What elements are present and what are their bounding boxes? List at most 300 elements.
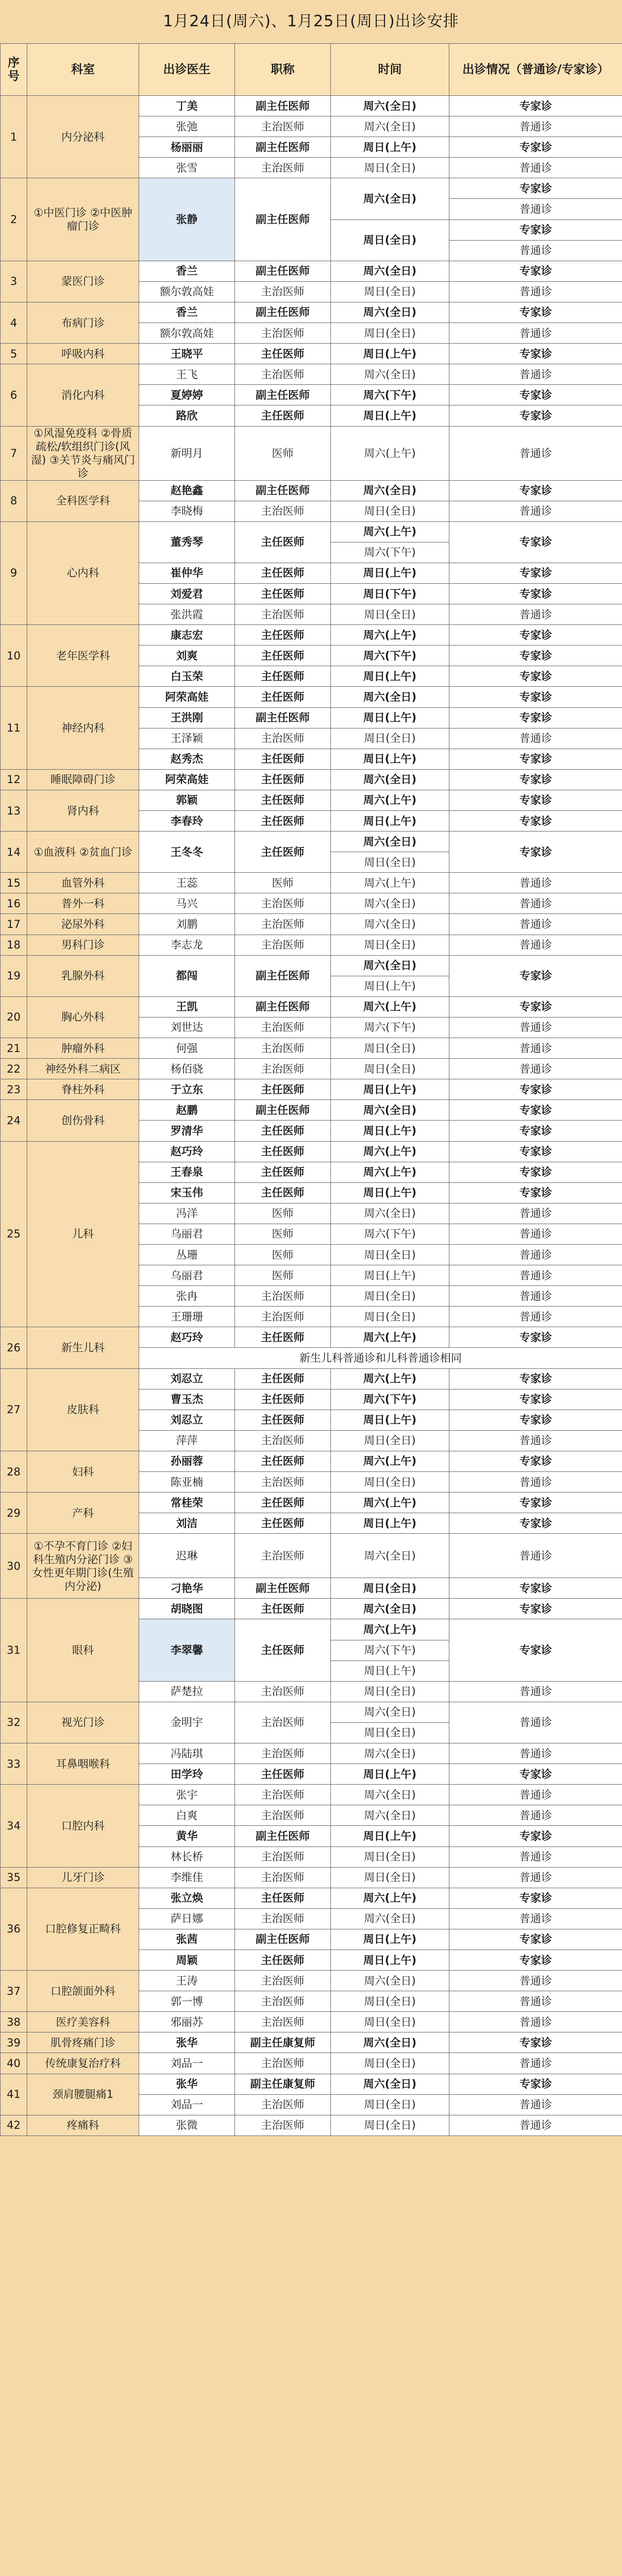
cell-type: 普通诊: [449, 1702, 622, 1743]
cell-doctor: 赵艳鑫: [139, 480, 235, 501]
cell-time: 周日(上午): [331, 1764, 449, 1785]
cell-title: 主任医师: [235, 1451, 331, 1471]
cell-dept: 肾内科: [27, 790, 139, 831]
cell-time: 周六(全日): [331, 914, 449, 935]
cell-title: 主任医师: [235, 1079, 331, 1100]
cell-time: 周六(下午): [331, 1640, 449, 1660]
cell-dept: 布病门诊: [27, 302, 139, 343]
cell-time: 周日(全日): [331, 2012, 449, 2032]
cell-time: 周日(上午): [331, 1265, 449, 1286]
cell-doctor: 康志宏: [139, 625, 235, 646]
header-dept: 科室: [27, 44, 139, 96]
cell-doctor: 胡晓图: [139, 1599, 235, 1619]
cell-title: 主治医师: [235, 2053, 331, 2074]
cell-type: 普通诊: [449, 501, 622, 521]
cell-doctor: 王洪刚: [139, 707, 235, 728]
cell-time: 周日(全日): [331, 1722, 449, 1743]
header-no: 序号: [1, 44, 27, 96]
cell-type: 专家诊: [449, 583, 622, 604]
cell-doctor: 李晓梅: [139, 501, 235, 521]
cell-type: 专家诊: [449, 625, 622, 646]
cell-type: 普通诊: [449, 1991, 622, 2012]
cell-time: 周六(下午): [331, 1224, 449, 1244]
cell-type: 专家诊: [449, 1619, 622, 1681]
cell-time: 周日(上午): [331, 1929, 449, 1950]
cell-time: 周日(全日): [331, 281, 449, 302]
cell-type: 普通诊: [449, 426, 622, 480]
cell-no: 19: [1, 955, 27, 996]
cell-no: 10: [1, 625, 27, 687]
schedule-body: [1, 96, 622, 2136]
cell-time: 周日(全日): [331, 1307, 449, 1327]
cell-no: 32: [1, 1702, 27, 1743]
cell-time: 周日(全日): [331, 2094, 449, 2115]
cell-dept: 乳腺外科: [27, 955, 139, 996]
cell-dept: 男科门诊: [27, 935, 139, 955]
cell-dept: 胸心外科: [27, 996, 139, 1038]
cell-dept: ①风湿免疫科 ②骨质疏松/软组织门诊(风湿) ③关节炎与痛风门诊: [27, 426, 139, 480]
cell-doctor: 新明月: [139, 426, 235, 480]
cell-type: 普通诊: [449, 1244, 622, 1265]
cell-title: 副主任医师: [235, 707, 331, 728]
cell-title: 主任医师: [235, 1619, 331, 1681]
table-row: [1, 1451, 622, 1471]
cell-type: 普通诊: [449, 1846, 622, 1867]
header-title: 职称: [235, 44, 331, 96]
cell-time: 周六(全日): [331, 955, 449, 976]
cell-type: 普通诊: [449, 158, 622, 178]
cell-doctor: 额尔敦高娃: [139, 281, 235, 302]
cell-title: 主治医师: [235, 1785, 331, 1805]
cell-type: 普通诊: [449, 893, 622, 914]
table-row: [1, 769, 622, 790]
cell-doctor: 萍萍: [139, 1430, 235, 1451]
cell-title: 主治医师: [235, 1286, 331, 1307]
cell-title: 主任医师: [235, 1389, 331, 1410]
cell-doctor: 香兰: [139, 302, 235, 323]
cell-type: 专家诊: [449, 2074, 622, 2094]
cell-dept: 血管外科: [27, 873, 139, 893]
cell-doctor: 张弛: [139, 116, 235, 137]
cell-doctor: 刘洁: [139, 1513, 235, 1534]
cell-time: 周六(全日): [331, 1599, 449, 1619]
cell-time: 周六(全日): [331, 1702, 449, 1722]
cell-time: 周日(上午): [331, 707, 449, 728]
cell-time: 周日(上午): [331, 1826, 449, 1846]
table-row: [1, 955, 622, 976]
cell-title: 主治医师: [235, 893, 331, 914]
cell-time: 周日(全日): [331, 1244, 449, 1265]
cell-dept: 妇科: [27, 1451, 139, 1492]
cell-type: 普通诊: [449, 604, 622, 625]
cell-doctor: 王冬冬: [139, 832, 235, 873]
cell-time: 周六(上午): [331, 1141, 449, 1162]
cell-title: 主任医师: [235, 1368, 331, 1389]
cell-title: 副主任医师: [235, 302, 331, 323]
cell-no: 24: [1, 1100, 27, 1141]
cell-doctor: 赵鹏: [139, 1100, 235, 1121]
cell-no: 31: [1, 1599, 27, 1702]
cell-type: 专家诊: [449, 1162, 622, 1182]
cell-no: 4: [1, 302, 27, 343]
cell-dept: 脊柱外科: [27, 1079, 139, 1100]
cell-doctor: 白玉荣: [139, 666, 235, 687]
table-row: [1, 344, 622, 364]
cell-no: 38: [1, 2012, 27, 2032]
cell-time: 周日(全日): [331, 1038, 449, 1059]
cell-dept: 视光门诊: [27, 1702, 139, 1743]
cell-dept: 消化内科: [27, 364, 139, 426]
cell-no: 16: [1, 893, 27, 914]
table-row: [1, 480, 622, 501]
table-row: [1, 1971, 622, 1991]
cell-type: 普通诊: [449, 1265, 622, 1286]
cell-dept: 产科: [27, 1493, 139, 1534]
cell-title: 副主任医师: [235, 996, 331, 1017]
cell-no: 9: [1, 521, 27, 624]
cell-type: 普通诊: [449, 199, 622, 219]
cell-time: 周日(全日): [331, 1578, 449, 1599]
cell-title: 主任医师: [235, 1950, 331, 1970]
cell-doctor: 冯陆琪: [139, 1743, 235, 1764]
cell-time: 周六(全日): [331, 261, 449, 281]
cell-doctor: 陈亚楠: [139, 1472, 235, 1493]
cell-time: 周六(上午): [331, 625, 449, 646]
cell-title: 医师: [235, 1224, 331, 1244]
cell-time: 周六(全日): [331, 1785, 449, 1805]
table-row: [1, 1100, 622, 1121]
cell-dept: 儿科: [27, 1141, 139, 1327]
cell-time: 周六(上午): [331, 426, 449, 480]
cell-title: 主任医师: [235, 811, 331, 832]
cell-title: 主任医师: [235, 666, 331, 687]
cell-doctor: 杨佰骁: [139, 1059, 235, 1079]
cell-time: 周日(全日): [331, 1059, 449, 1079]
cell-time: 周日(全日): [331, 501, 449, 521]
cell-dept: 神经外科二病区: [27, 1059, 139, 1079]
cell-time: 周六(上午): [331, 1368, 449, 1389]
cell-type: 专家诊: [449, 96, 622, 116]
cell-type: 专家诊: [449, 1410, 622, 1430]
cell-title: 主任医师: [235, 832, 331, 873]
cell-type: 专家诊: [449, 344, 622, 364]
cell-no: 22: [1, 1059, 27, 1079]
cell-type: 普通诊: [449, 1307, 622, 1327]
cell-type: 专家诊: [449, 219, 622, 240]
cell-time: 周日(全日): [331, 1991, 449, 2012]
table-row: [1, 261, 622, 281]
cell-doctor: 郭一博: [139, 1991, 235, 2012]
cell-doctor: 刘品一: [139, 2094, 235, 2115]
cell-title: 主任医师: [235, 1327, 331, 1348]
cell-type: 专家诊: [449, 1079, 622, 1100]
cell-doctor: 乌丽君: [139, 1265, 235, 1286]
cell-type: 专家诊: [449, 1182, 622, 1203]
cell-dept: 新生儿科: [27, 1327, 139, 1368]
cell-time: 周六(全日): [331, 364, 449, 385]
cell-doctor: 金明宇: [139, 1702, 235, 1743]
cell-time: 周六(全日): [331, 116, 449, 137]
cell-time: 周日(全日): [331, 323, 449, 344]
cell-doctor: 丁美: [139, 96, 235, 116]
cell-dept: 老年医学科: [27, 625, 139, 687]
cell-dept: 眼科: [27, 1599, 139, 1702]
cell-time: 周六(全日): [331, 1908, 449, 1929]
table-row: [1, 1368, 622, 1389]
cell-title: 主治医师: [235, 1743, 331, 1764]
cell-time: 周日(全日): [331, 1681, 449, 1702]
cell-type: 普通诊: [449, 323, 622, 344]
cell-no: 27: [1, 1368, 27, 1451]
cell-time: 周日(上午): [331, 1410, 449, 1430]
cell-title: 医师: [235, 1203, 331, 1224]
cell-time: 周六(全日): [331, 687, 449, 707]
cell-type: 专家诊: [449, 302, 622, 323]
cell-doctor: 萨日娜: [139, 1908, 235, 1929]
cell-time: 周日(上午): [331, 976, 449, 996]
cell-doctor: 白爽: [139, 1805, 235, 1826]
cell-time: 周六(上午): [331, 1327, 449, 1348]
cell-time: 周六(上午): [331, 521, 449, 542]
cell-dept: 呼吸内科: [27, 344, 139, 364]
cell-time: 周六(全日): [331, 480, 449, 501]
cell-title: 主治医师: [235, 604, 331, 625]
cell-doctor: 王泽颖: [139, 728, 235, 749]
cell-title: 主治医师: [235, 1908, 331, 1929]
cell-doctor: 路欣: [139, 405, 235, 426]
cell-title: 主治医师: [235, 935, 331, 955]
table-row: [1, 2115, 622, 2136]
table-row: [1, 2032, 622, 2053]
cell-no: 33: [1, 1743, 27, 1785]
cell-doctor: 王凯: [139, 996, 235, 1017]
cell-time: 周六(全日): [331, 1971, 449, 1991]
cell-type: 专家诊: [449, 1826, 622, 1846]
cell-doctor: 田学玲: [139, 1764, 235, 1785]
cell-title: 主治医师: [235, 1038, 331, 1059]
cell-type: 专家诊: [449, 1141, 622, 1162]
cell-doctor: 张微: [139, 2115, 235, 2136]
table-row: [1, 687, 622, 707]
cell-title: 副主任医师: [235, 1100, 331, 1121]
header-row: [1, 44, 622, 96]
cell-type: 专家诊: [449, 1493, 622, 1513]
cell-type: 专家诊: [449, 1764, 622, 1785]
cell-title: 副主任医师: [235, 1578, 331, 1599]
cell-title: 主任医师: [235, 405, 331, 426]
cell-doctor: 王晓平: [139, 344, 235, 364]
cell-no: 20: [1, 996, 27, 1038]
cell-doctor: 张洪霞: [139, 604, 235, 625]
cell-doctor: 李志龙: [139, 935, 235, 955]
cell-type: 专家诊: [449, 1578, 622, 1599]
cell-type: 专家诊: [449, 2032, 622, 2053]
cell-title: 主任医师: [235, 1162, 331, 1182]
table-row: [1, 1599, 622, 1619]
cell-no: 29: [1, 1493, 27, 1534]
cell-title: 主任医师: [235, 344, 331, 364]
cell-time: 周日(上午): [331, 811, 449, 832]
cell-doctor: 王珊珊: [139, 1307, 235, 1327]
table-row: [1, 2074, 622, 2094]
cell-time: 周六(全日): [331, 1203, 449, 1224]
cell-time: 周六(下午): [331, 1389, 449, 1410]
cell-no: 14: [1, 832, 27, 873]
cell-time: 周六(上午): [331, 1888, 449, 1908]
cell-time: 周日(下午): [331, 583, 449, 604]
cell-time: 周六(下午): [331, 646, 449, 666]
cell-time: 周日(全日): [331, 935, 449, 955]
cell-type: 专家诊: [449, 1121, 622, 1141]
cell-type: 专家诊: [449, 1327, 622, 1348]
cell-title: 主治医师: [235, 1702, 331, 1743]
table-row: [1, 426, 622, 480]
cell-doctor: 王飞: [139, 364, 235, 385]
cell-title: 主治医师: [235, 1059, 331, 1079]
table-row: [1, 2053, 622, 2074]
schedule-table: [0, 43, 622, 2136]
cell-dept: 蒙医门诊: [27, 261, 139, 302]
cell-doctor: 赵秀杰: [139, 749, 235, 769]
cell-type: 普通诊: [449, 1286, 622, 1307]
cell-dept: 全科医学科: [27, 480, 139, 521]
table-row: [1, 1079, 622, 1100]
cell-title: 主任医师: [235, 790, 331, 810]
cell-no: 26: [1, 1327, 27, 1368]
cell-time: 周六(下午): [331, 1017, 449, 1038]
cell-doctor: 张立焕: [139, 1888, 235, 1908]
cell-type: 专家诊: [449, 1451, 622, 1471]
cell-doctor: 阿荣高娃: [139, 769, 235, 790]
cell-no: 11: [1, 687, 27, 769]
cell-title: 主任医师: [235, 1141, 331, 1162]
cell-type: 专家诊: [449, 811, 622, 832]
cell-type: 专家诊: [449, 1888, 622, 1908]
cell-type: 普通诊: [449, 2115, 622, 2136]
cell-type: 专家诊: [449, 521, 622, 563]
cell-doctor: 李维佳: [139, 1867, 235, 1888]
cell-doctor: 郭颖: [139, 790, 235, 810]
cell-type: 专家诊: [449, 1389, 622, 1410]
cell-type: 专家诊: [449, 1100, 622, 1121]
cell-title: 主任医师: [235, 1493, 331, 1513]
cell-doctor: 林长桥: [139, 1846, 235, 1867]
cell-doctor: 刁艳华: [139, 1578, 235, 1599]
table-row: [1, 1867, 622, 1888]
cell-dept: ①血液科 ②贫血门诊: [27, 832, 139, 873]
cell-no: 17: [1, 914, 27, 935]
cell-title: 副主任医师: [235, 178, 331, 261]
cell-doctor: 夏婷婷: [139, 385, 235, 405]
cell-time: 周六(全日): [331, 302, 449, 323]
cell-doctor: 崔仲华: [139, 563, 235, 583]
cell-time: 周日(上午): [331, 344, 449, 364]
cell-doctor: 李春玲: [139, 811, 235, 832]
table-row: [1, 1059, 622, 1079]
cell-title: 主治医师: [235, 1307, 331, 1327]
cell-type: 普通诊: [449, 1017, 622, 1038]
cell-doctor: 张茜: [139, 1929, 235, 1950]
cell-type: 专家诊: [449, 261, 622, 281]
cell-type: 普通诊: [449, 914, 622, 935]
table-row: [1, 1534, 622, 1578]
cell-doctor: 迟琳: [139, 1534, 235, 1578]
cell-type: 专家诊: [449, 707, 622, 728]
cell-type: 专家诊: [449, 385, 622, 405]
cell-title: 主治医师: [235, 158, 331, 178]
cell-title: 主治医师: [235, 1472, 331, 1493]
table-row: [1, 1888, 622, 1908]
cell-title: 主治医师: [235, 2115, 331, 2136]
cell-title: 主任医师: [235, 1513, 331, 1534]
cell-time: 周日(上午): [331, 666, 449, 687]
cell-type: 普通诊: [449, 1534, 622, 1578]
cell-doctor: 张静: [139, 178, 235, 261]
table-row: [1, 996, 622, 1017]
cell-doctor: 刘世达: [139, 1017, 235, 1038]
cell-title: 副主任医师: [235, 1929, 331, 1950]
cell-title: 医师: [235, 1244, 331, 1265]
cell-doctor: 常桂荣: [139, 1493, 235, 1513]
cell-time: 周日(上午): [331, 749, 449, 769]
cell-no: 41: [1, 2074, 27, 2115]
table-row: [1, 935, 622, 955]
cell-type: 普通诊: [449, 1971, 622, 1991]
cell-title: 副主任医师: [235, 480, 331, 501]
cell-title: 主任医师: [235, 625, 331, 646]
cell-title: 主治医师: [235, 1017, 331, 1038]
cell-type: 普通诊: [449, 116, 622, 137]
cell-title: 主任医师: [235, 521, 331, 563]
cell-title: 主任医师: [235, 1888, 331, 1908]
cell-time: 周日(上午): [331, 405, 449, 426]
cell-title: 副主任医师: [235, 385, 331, 405]
cell-dept: 普外一科: [27, 893, 139, 914]
cell-time: 周六(全日): [331, 2074, 449, 2094]
cell-time: 周六(全日): [331, 1534, 449, 1578]
cell-title: 主治医师: [235, 501, 331, 521]
table-row: [1, 1493, 622, 1513]
cell-type: 普通诊: [449, 2053, 622, 2074]
cell-title: 副主任医师: [235, 955, 331, 996]
cell-no: 12: [1, 769, 27, 790]
header-time: 时间: [331, 44, 449, 96]
cell-doctor: 马兴: [139, 893, 235, 914]
cell-doctor: 罗清华: [139, 1121, 235, 1141]
cell-time: 周日(上午): [331, 563, 449, 583]
table-row: [1, 873, 622, 893]
cell-no: 37: [1, 1971, 27, 2012]
cell-type: 专家诊: [449, 405, 622, 426]
cell-type: 专家诊: [449, 769, 622, 790]
cell-title: 主治医师: [235, 1430, 331, 1451]
cell-title: 主任医师: [235, 563, 331, 583]
cell-title: 主治医师: [235, 1867, 331, 1888]
cell-title: 医师: [235, 1265, 331, 1286]
cell-time: 周六(全日): [331, 178, 449, 219]
cell-time: 周日(上午): [331, 1121, 449, 1141]
table-row: [1, 1327, 622, 1348]
cell-dept: 耳鼻咽喉科: [27, 1743, 139, 1785]
cell-type: 普通诊: [449, 1867, 622, 1888]
cell-doctor: 王涛: [139, 1971, 235, 1991]
table-row: [1, 1038, 622, 1059]
cell-doctor: 乌丽君: [139, 1224, 235, 1244]
cell-title: 医师: [235, 426, 331, 480]
cell-time: 周日(全日): [331, 728, 449, 749]
cell-type: 专家诊: [449, 1599, 622, 1619]
cell-time: 周日(上午): [331, 1660, 449, 1681]
